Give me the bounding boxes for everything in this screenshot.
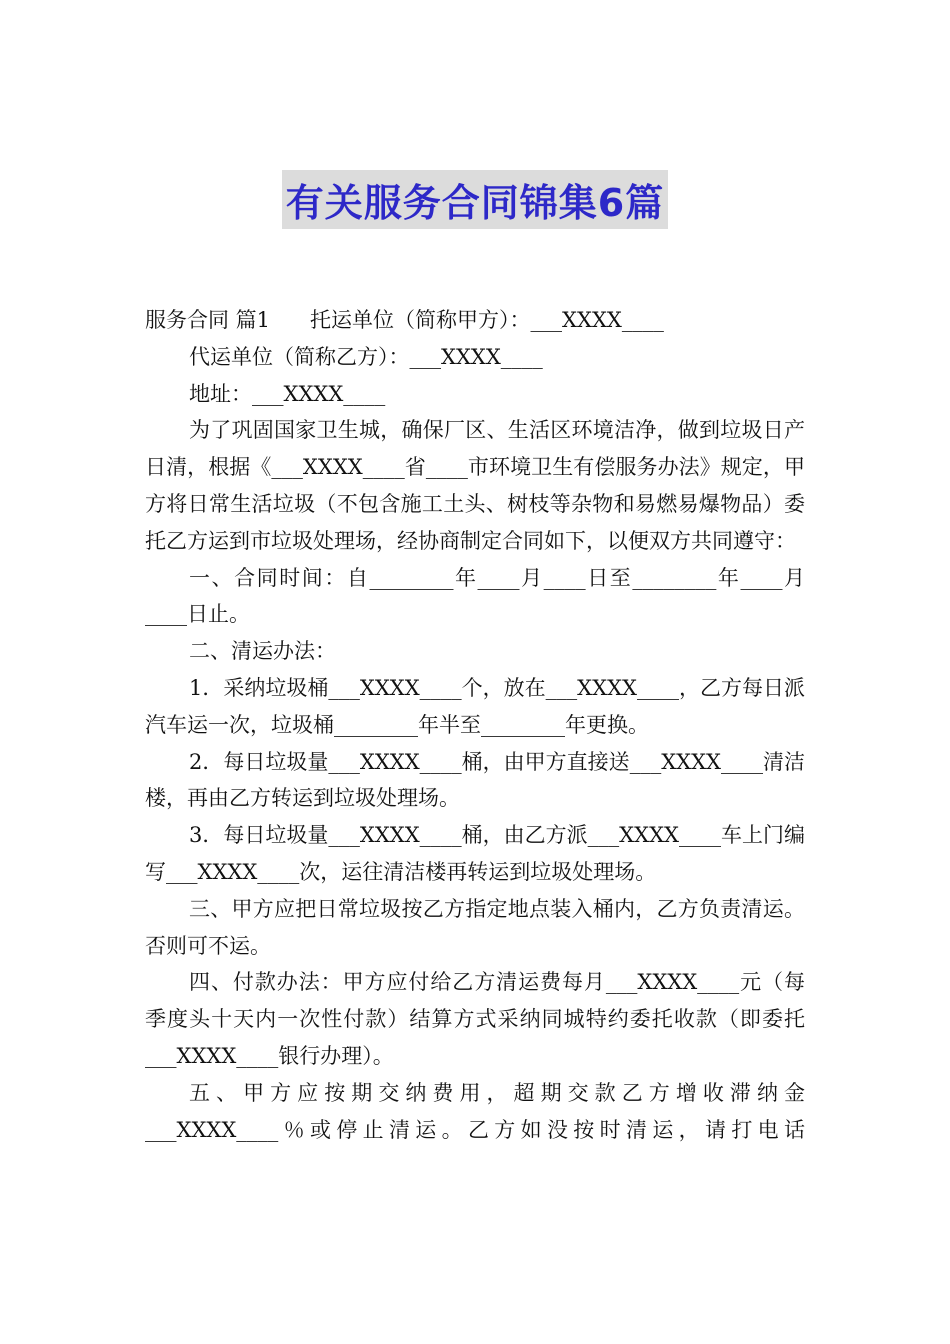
paragraph-payment: 四、付款办法：甲方应付给乙方清运费每月___XXXX____元（每季度头十天内一次性付款）结算方式采纳同城特约委托收款（即委托___XXXX____银行办理）。 [145,970,805,1068]
paragraph-contract-head [145,302,805,339]
paragraph-method-3: 3．每日垃圾量___XXXX____桶，由乙方派___XXXX____车上门编写___XXXX____次，运往清洁楼再转运到垃圾处理场。 [145,823,805,884]
paragraph-clause-3: 三、甲方应把日常垃圾按乙方指定地点装入桶内，乙方负责清运。否则可不运。 [145,896,805,958]
document-title: 有关服务合同锦集6篇 [282,170,668,229]
paragraph-address: 地址：___XXXX____ [189,381,386,406]
paragraph-method-heading: 二、清运办法： [189,639,336,664]
section-heading: 服务合同 篇1 [145,308,271,332]
paragraph-preamble: 为了巩固国家卫生城，确保厂区、生活区环境洁净，做到垃圾日产日清，根据《___XXXX____省____市环境卫生有偿服务办法》规定，甲方将日常生活垃圾（不包含施工土头、树枝等杂物和易燃易爆物品）委托乙方运到市垃圾处理场，经协商制定合同如下，以便双方共同遵守： [145,418,805,553]
paragraph-method-2: 2．每日垃圾量___XXXX____桶，由甲方直接送___XXXX____清洁楼，再由乙方转运到垃圾处理场。 [145,749,805,811]
document-body [145,302,805,1148]
consignor-line: 托运单位（简称甲方）：___XXXX____ [310,308,664,332]
paragraph-method-1: 1．采纳垃圾桶___XXXX____个，放在___XXXX____，乙方每日派汽车运一次，垃圾桶________年半至________年更换。 [145,675,805,737]
document-title-wrap [0,170,950,229]
paragraph-term: 一、合同时间：自________年____月____日至________年____月____日止。 [145,565,805,627]
paragraph-carrier: 代运单位（简称乙方）：___XXXX____ [189,344,543,369]
paragraph-clause-5: 五、甲方应按期交纳费用，超期交款乙方增收滞纳金___XXXX____％或停止清运。乙方如没按时清运，请打电话 [145,1080,805,1142]
